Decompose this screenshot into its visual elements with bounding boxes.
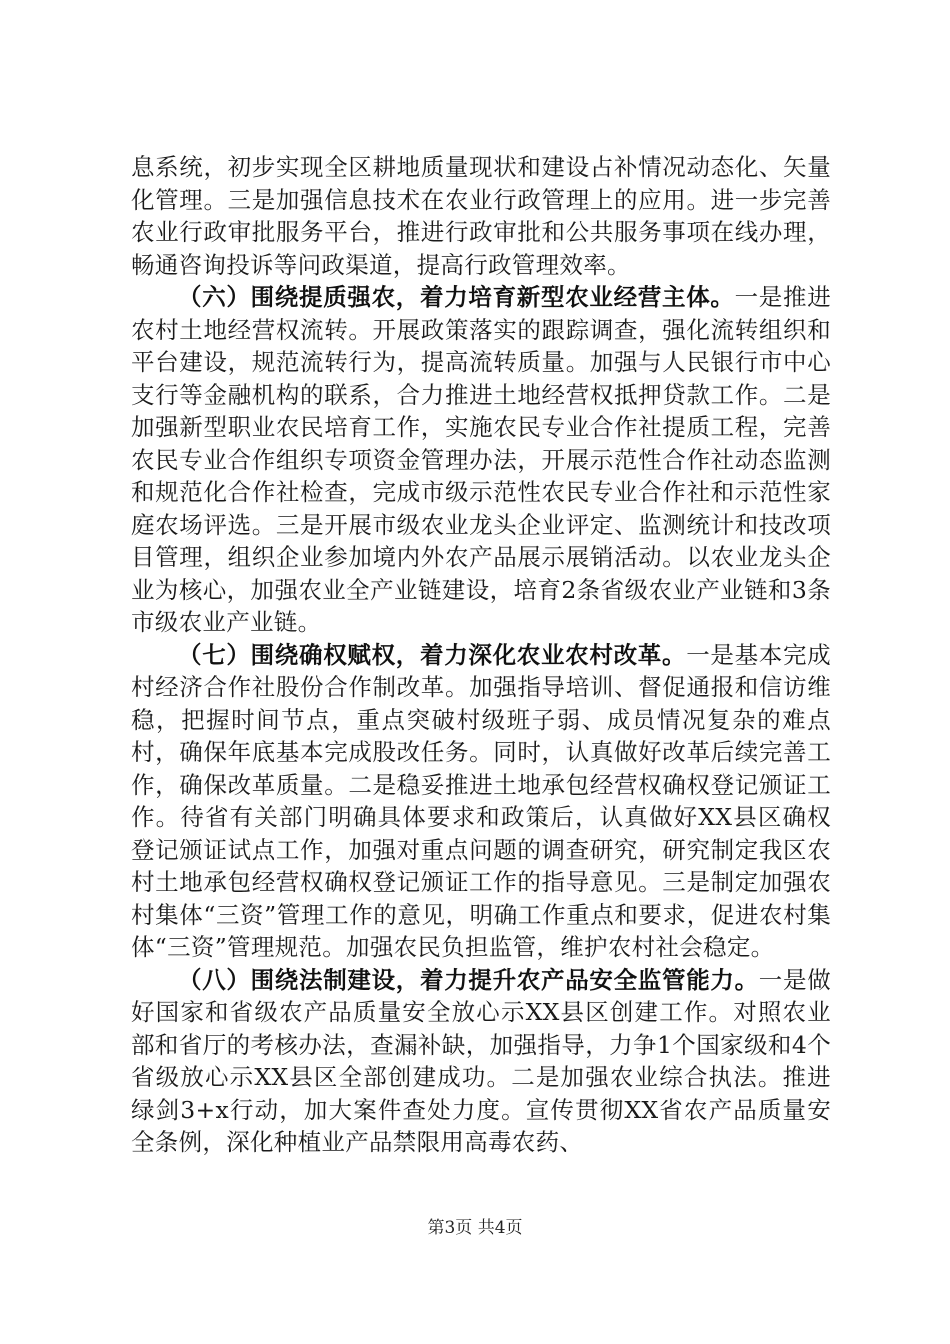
paragraph-text: 一是推进农村土地经营权流转。开展政策落实的跟踪调查，强化流转组织和平台建设，规范流转行为，提高流转质量。加强与人民银行市中心支行等金融机构的联系，合力推进土地经营权抵押贷款工作。二是加强新型职业农民培育工作，实施农民专业合作社提质工程，完善农民专业合作组织专项资金管理办法，开展示范性合作社动态监测和规范化合作社检查，完成市级示范性农民专业合作社和示范性家庭农场评选。三是开展市级农业龙头企业评定、监测统计和技改项目管理，组织企业参加境内外农产品展示展销活动。以农业龙头企业为核心，加强农业全产业链建设，培育2条省级农业产业链和3条市级农业产业链。 — [131, 283, 831, 636]
section-heading: （六）围绕提质强农，着力培育新型农业经营主体。 — [178, 283, 735, 311]
paragraph-text: 一是做好国家和省级农产品质量安全放心示XX县区创建工作。对照农业部和省厅的考核办法，查漏补缺，加强指导，力争1个国家级和4个省级放心示XX县区全部创建成功。二是加强农业综合执法。推进绿剑3+x行动，加大案件查处力度。宣传贯彻XX省农产品质量安全条例，深化种植业产品禁限用高毒农药、 — [131, 965, 831, 1156]
section-heading: （八）围绕法制建设，着力提升农产品安全监管能力。 — [178, 965, 759, 994]
paragraph-section-7 — [131, 639, 831, 964]
paragraph-section-8 — [131, 964, 831, 1159]
document-body — [131, 151, 831, 1159]
paragraph-text: 息系统，初步实现全区耕地质量现状和建设占补情况动态化、矢量化管理。三是加强信息技术在农业行政管理上的应用。进一步完善农业行政审批服务平台，推进行政审批和公共服务事项在线办理，畅通咨询投诉等问政渠道，提高行政管理效率。 — [131, 153, 831, 279]
paragraph-text: 一是基本完成村经济合作社股份合作制改革。加强指导培训、督促通报和信访维稳，把握时间节点，重点突破村级班子弱、成员情况复杂的难点村，确保年底基本完成股改任务。同时，认真做好改革后续完善工作，确保改革质量。二是稳妥推进土地承包经营权确权登记颁证工作。待省有关部门明确具体要求和政策后，认真做好XX县区确权登记颁证试点工作，加强对重点问题的调查研究，研究制定我区农村土地承包经营权确权登记颁证工作的指导意见。三是制定加强农村集体“三资”管理工作的意见，明确工作重点和要求，促进农村集体“三资”管理规范。加强农民负担监管，维护农村社会稳定。 — [131, 640, 831, 961]
paragraph-continuation — [131, 151, 831, 281]
page-footer — [0, 1213, 950, 1238]
page-number: 第3页 共4页 — [427, 1218, 523, 1238]
section-heading: （七）围绕确权赋权，着力深化农业农村改革。 — [178, 640, 687, 669]
paragraph-section-6 — [131, 281, 831, 639]
